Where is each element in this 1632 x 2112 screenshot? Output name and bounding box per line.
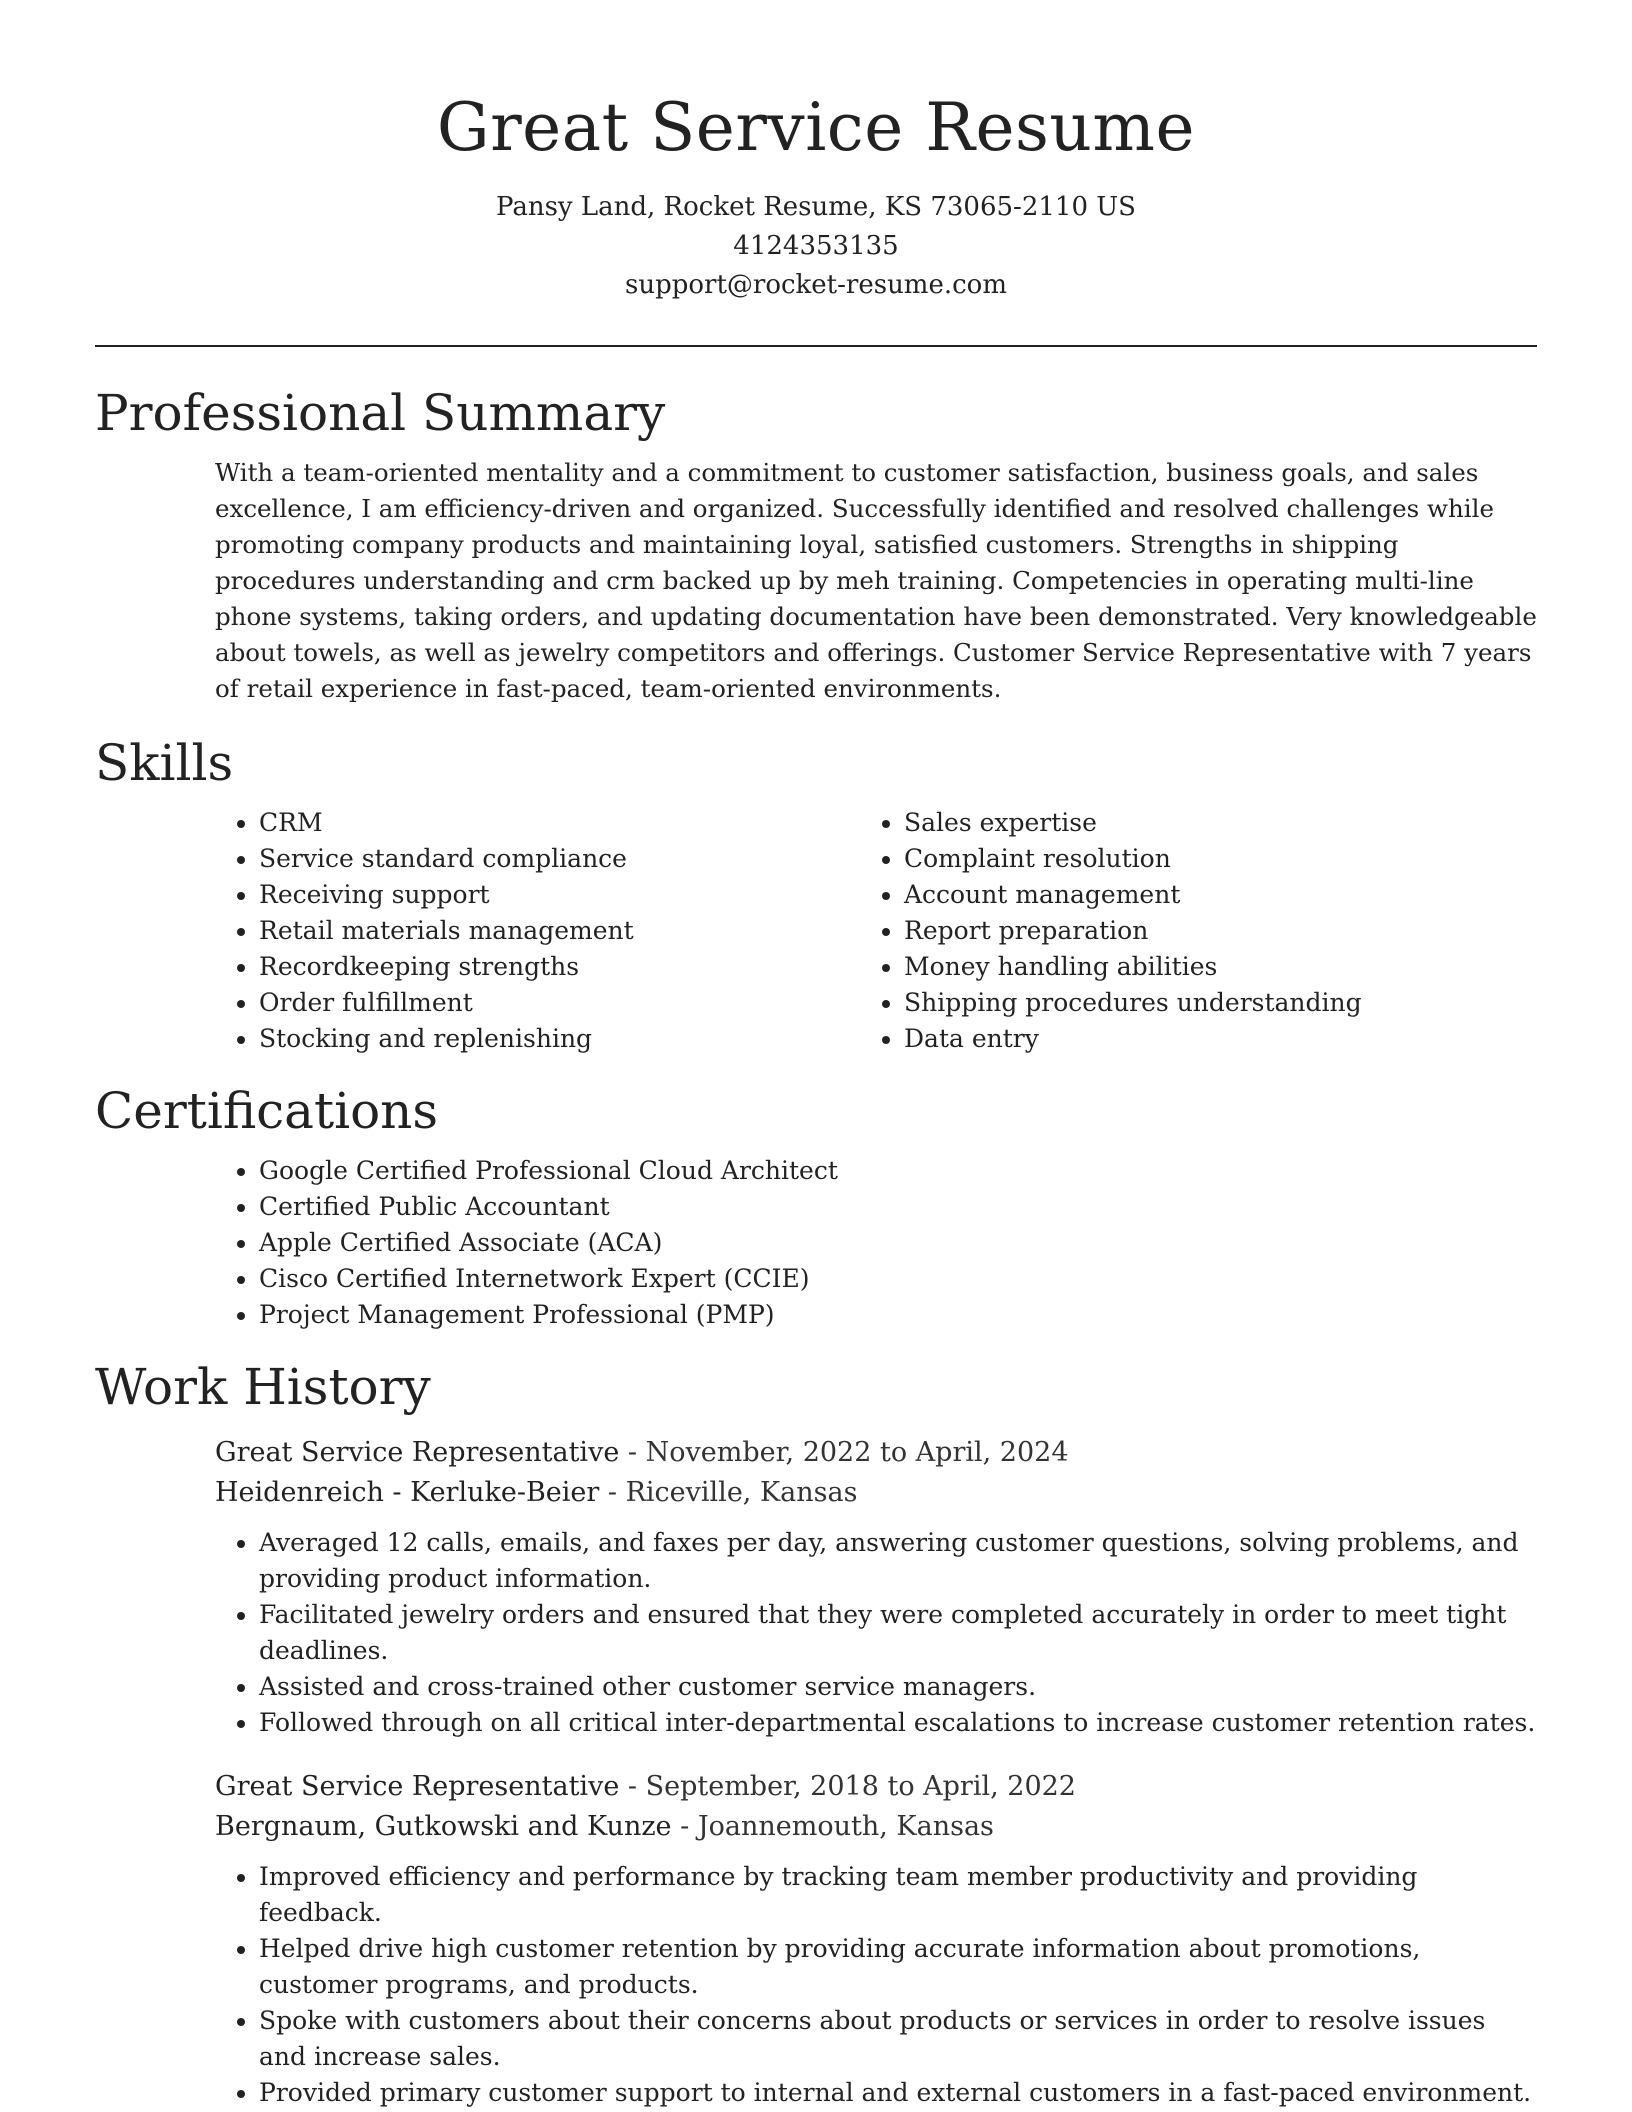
job-separator: - xyxy=(619,1437,646,1468)
skill-item: • Order fulfillment xyxy=(259,985,860,1021)
job-company: Bergnaum, Gutkowski and Kunze xyxy=(215,1811,672,1842)
skill-item: • Report preparation xyxy=(904,913,1505,949)
contact-address: Pansy Land, Rocket Resume, KS 73065-2110 US xyxy=(496,192,1136,222)
certification-item: • Project Management Professional (PMP) xyxy=(259,1297,1537,1333)
job-company-line xyxy=(215,1473,1537,1513)
certifications-section xyxy=(95,1079,1537,1333)
skills-section xyxy=(95,731,1537,1057)
skill-item: • CRM xyxy=(259,805,860,841)
skill-item: • Complaint resolution xyxy=(904,841,1505,877)
job-dates: September, 2018 to April, 2022 xyxy=(645,1771,1076,1802)
job-bullet: • Improved efficiency and performance by tracking team member productivity and providing feedback. xyxy=(259,1859,1537,1931)
work-history-section xyxy=(95,1355,1537,2111)
contact-phone: 4124353135 xyxy=(733,231,899,261)
job-title-line xyxy=(215,1767,1537,1807)
skills-column-left xyxy=(215,805,860,1057)
candidate-name: Great Service Resume xyxy=(436,89,1196,166)
skill-item: • Account management xyxy=(904,877,1505,913)
job-separator: - xyxy=(671,1811,698,1842)
skill-item: • Money handling abilities xyxy=(904,949,1505,985)
skill-item: • Shipping procedures understanding xyxy=(904,985,1505,1021)
job-bullet: • Followed through on all critical inter-departmental escalations to increase customer retention rates. xyxy=(259,1705,1537,1741)
skill-item: • Retail materials management xyxy=(259,913,860,949)
skills-list-right xyxy=(860,805,1505,1057)
certification-item: • Cisco Certified Internetwork Expert (CCIE) xyxy=(259,1261,1537,1297)
certifications-heading: Certifications xyxy=(95,1082,439,1140)
job-location: Joannemouth, Kansas xyxy=(697,1811,994,1842)
skills-column-right xyxy=(860,805,1505,1057)
job-entry xyxy=(215,1767,1537,2111)
job-bullet: • Assisted and cross-trained other customer service managers. xyxy=(259,1669,1537,1705)
job-location: Riceville, Kansas xyxy=(625,1477,858,1508)
skill-item: • Data entry xyxy=(904,1021,1505,1057)
skill-item: • Recordkeeping strengths xyxy=(259,949,860,985)
contact-block xyxy=(95,188,1537,305)
certification-item: • Apple Certified Associate (ACA) xyxy=(259,1225,1537,1261)
job-role: Great Service Representative xyxy=(215,1771,620,1802)
job-role: Great Service Representative xyxy=(215,1437,620,1468)
skill-item: • Receiving support xyxy=(259,877,860,913)
job-bullet-list xyxy=(215,1859,1537,2111)
skill-item: • Service standard compliance xyxy=(259,841,860,877)
certification-item: • Certified Public Accountant xyxy=(259,1189,1537,1225)
summary-heading: Professional Summary xyxy=(95,384,666,442)
certifications-list-wrapper xyxy=(215,1153,1537,1333)
job-title-line xyxy=(215,1433,1537,1473)
skills-grid xyxy=(215,805,1537,1057)
job-company-line xyxy=(215,1807,1537,1847)
job-bullet: • Averaged 12 calls, emails, and faxes per day, answering customer questions, solving problems, and providing product information. xyxy=(259,1525,1537,1597)
job-bullet: • Provided primary customer support to internal and external customers in a fast-paced environment. xyxy=(259,2075,1537,2111)
work-history-heading: Work History xyxy=(95,1358,431,1416)
job-bullet: • Helped drive high customer retention by providing accurate information about promotions, customer programs, and products. xyxy=(259,1931,1537,2003)
job-dates: November, 2022 to April, 2024 xyxy=(645,1437,1069,1468)
summary-section xyxy=(95,381,1537,707)
job-company: Heidenreich - Kerluke-Beier xyxy=(215,1477,600,1508)
summary-text: With a team-oriented mentality and a commitment to customer satisfaction, business goals, and sales excellence, I am efficiency-driven and organized. Successfully identified and resolved challenges while promoting company products and maintaining loyal, satisfied customers. Strengths in shipping procedures understanding and crm backed up by meh training. Competencies in operating multi-line phone systems, taking orders, and updating documentation have been demonstrated. Very knowledgeable about towels, as well as jewelry competitors and offerings. Customer Service Representative with 7 years of retail experience in fast-paced, team-oriented environments. xyxy=(215,458,1537,703)
contact-email: support@rocket-resume.com xyxy=(624,270,1007,300)
header-divider xyxy=(95,345,1537,347)
job-bullet: • Spoke with customers about their concerns about products or services in order to resolve issues and increase sales. xyxy=(259,2003,1537,2075)
job-separator: - xyxy=(619,1771,646,1802)
certification-item: • Google Certified Professional Cloud Architect xyxy=(259,1153,1537,1189)
certifications-list xyxy=(215,1153,1537,1333)
resume-header xyxy=(95,0,1537,305)
skill-item: • Sales expertise xyxy=(904,805,1505,841)
job-bullet-list xyxy=(215,1525,1537,1741)
skills-heading: Skills xyxy=(95,734,234,792)
job-separator: - xyxy=(599,1477,626,1508)
skill-item: • Stocking and replenishing xyxy=(259,1021,860,1057)
job-entry xyxy=(215,1433,1537,1741)
job-bullet: • Facilitated jewelry orders and ensured that they were completed accurately in order to meet tight deadlines. xyxy=(259,1597,1537,1669)
skills-list-left xyxy=(215,805,860,1057)
